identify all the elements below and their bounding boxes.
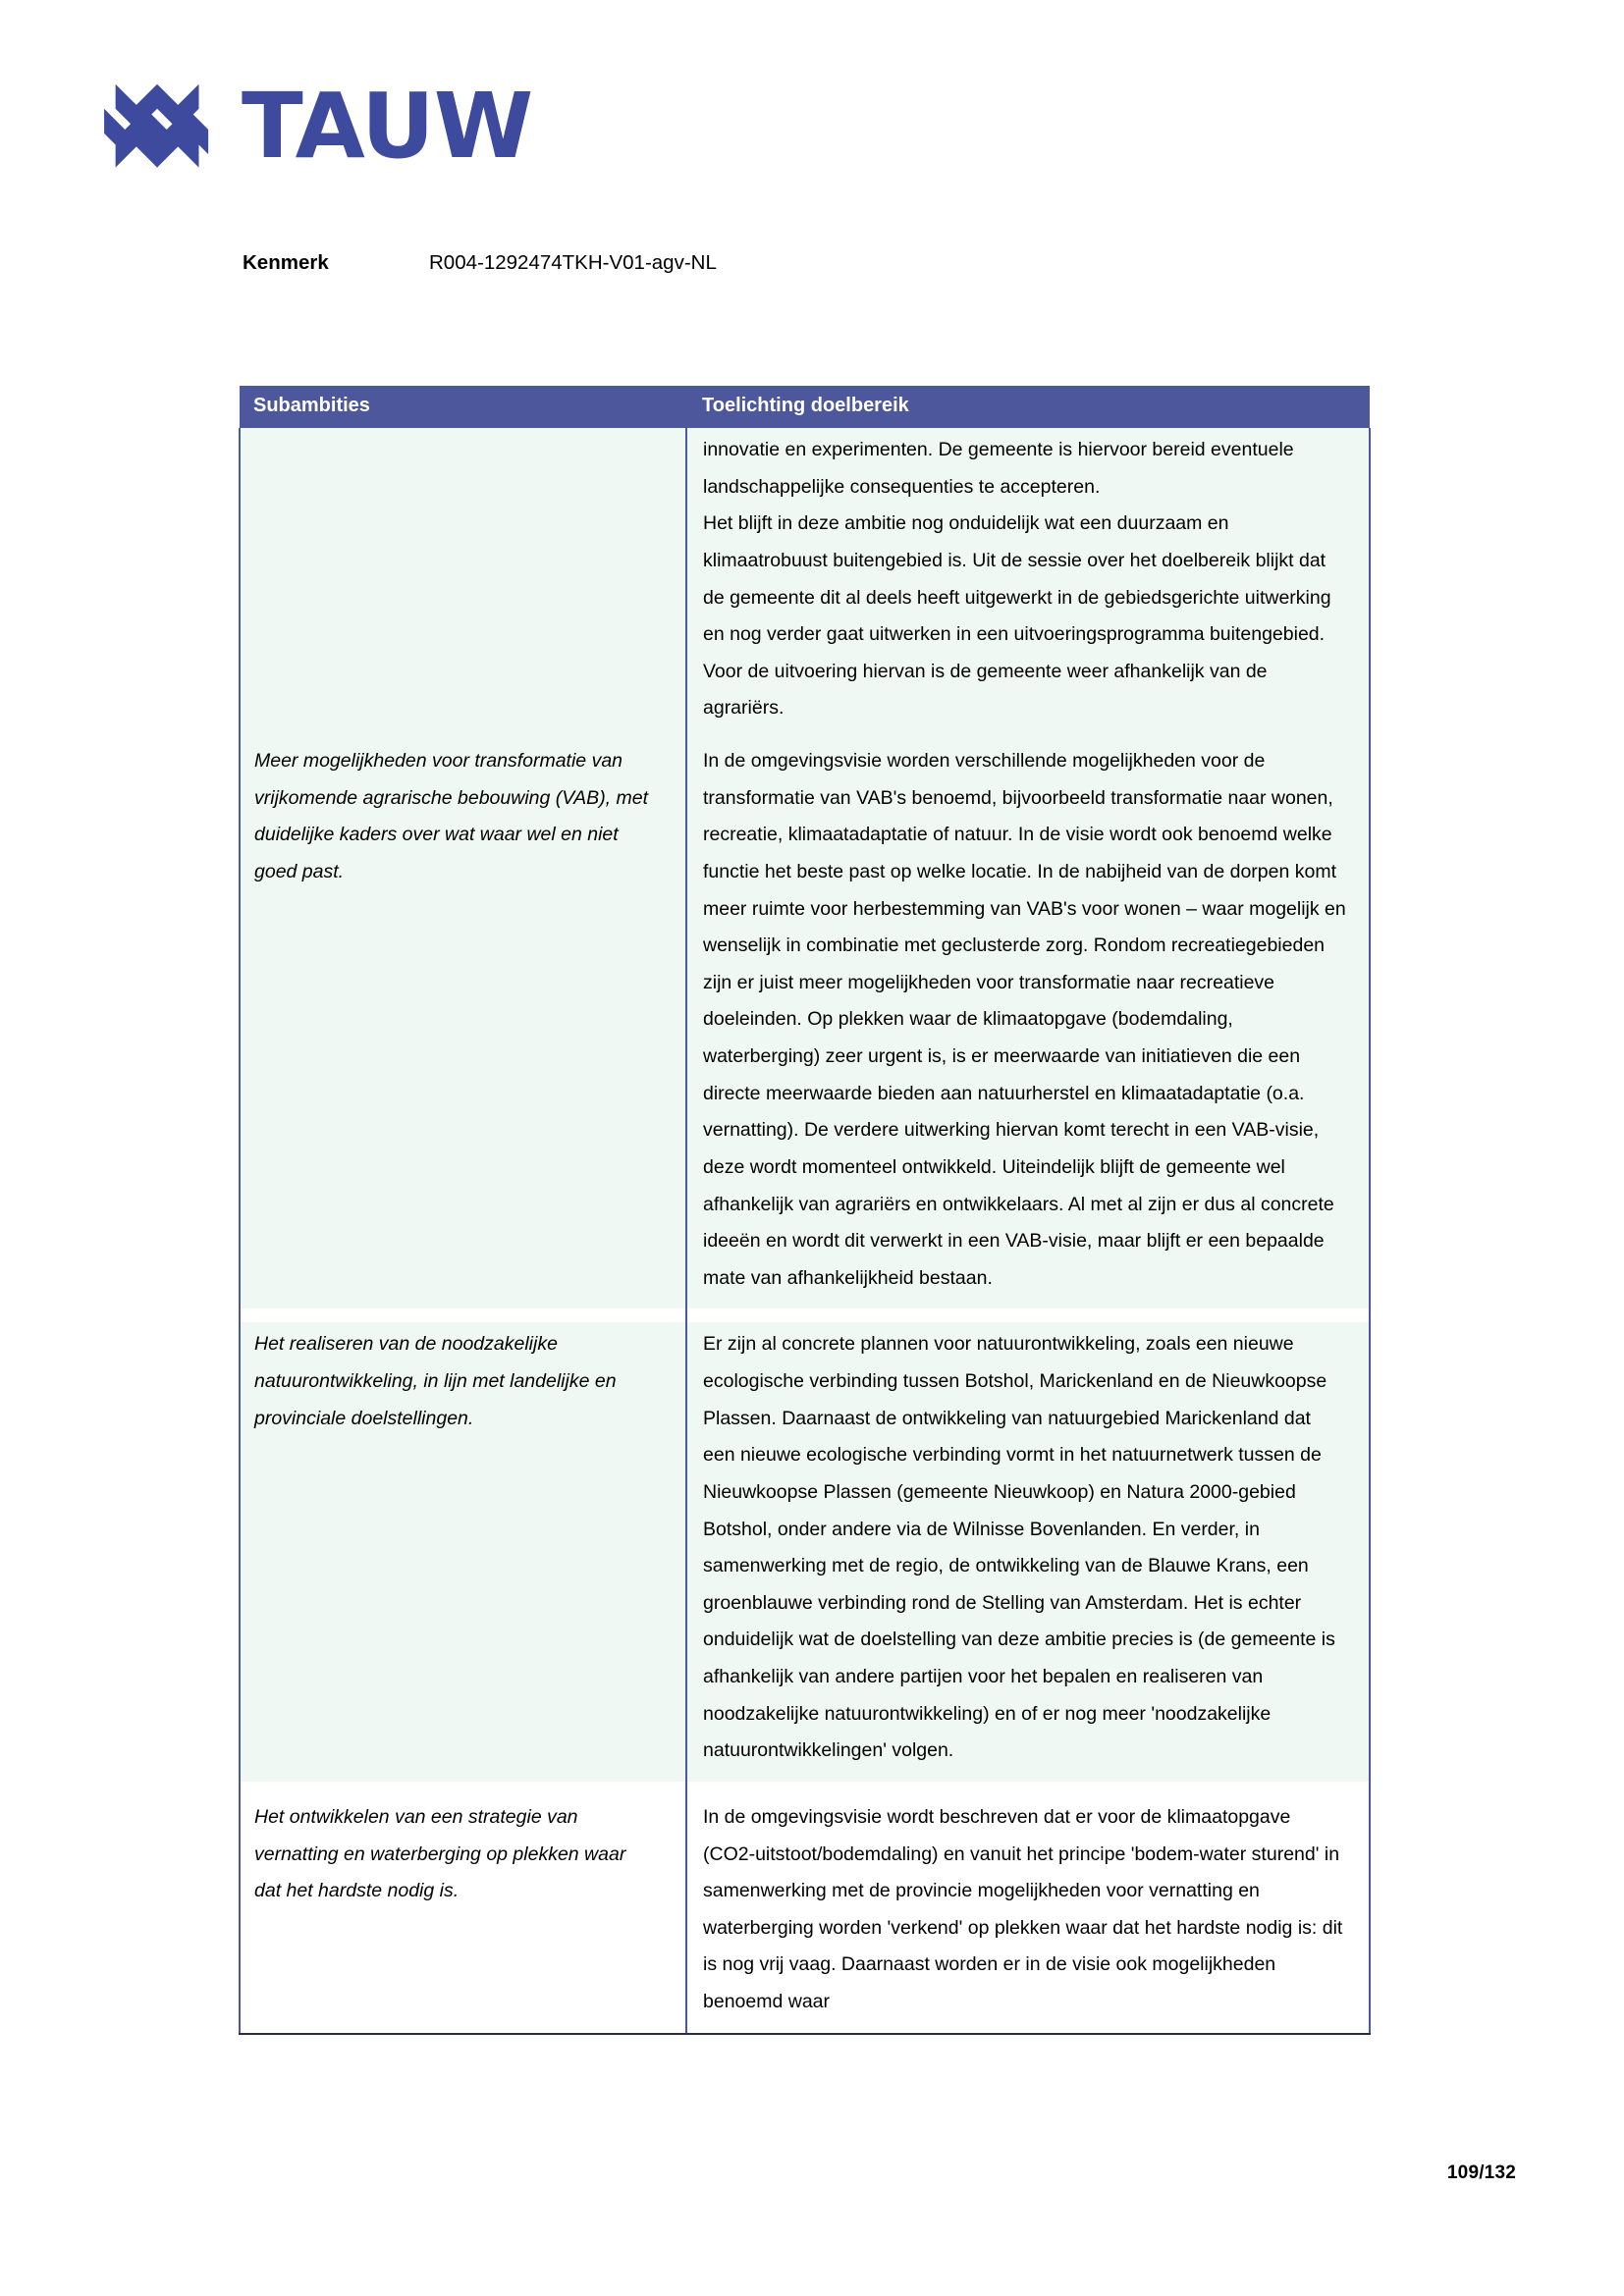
cell-toelichting <box>686 739 1370 1308</box>
row-separator-left <box>240 1782 686 1795</box>
paragraph: Er zijn al concrete plannen voor natuurontwikkeling, zoals een nieuwe ecologische verbinding tussen Botshol, Marickenland en de Nieuwkoopse Plassen. Daarnaast de ontwikkeling van natuurgebied Marickenland dat een nieuwe ecologische verbinding vormt in het natuurnetwerk tussen de Nieuwkoopse Plassen (gemeente Nieuwkoop) en Natura 2000-gebied Botshol, onder andere via de Wilnisse Bovenlanden. En verder, in samenwerking met de regio, de ontwikkeling van de Blauwe Krans, een groenblauwe verbinding rond de Stelling van Amsterdam. Het is echter onduidelijk wat de doelstelling van deze ambitie precies is (de gemeente is afhankelijk van andere partijen voor het bepalen en realiseren van noodzakelijke natuurontwikkeling) en of er nog meer 'noodzakelijke natuurontwikkelingen' volgen. <box>703 1333 1335 1762</box>
table-header-row <box>240 386 1370 428</box>
kenmerk-value: R004-1292474TKH-V01-agv-NL <box>429 251 717 274</box>
cell-subambitie <box>240 428 686 739</box>
cell-toelichting <box>686 1795 1370 2034</box>
row-separator <box>240 1782 1370 1795</box>
brand-logo <box>102 74 533 183</box>
paragraph: Het blijft in deze ambitie nog onduidelijk wat een duurzaam en klimaatrobuust buitengebied is. Uit de sessie over het doelbereik blijkt dat de gemeente dit al deels heeft uitgewerkt in de gebiedsgerichte uitwerking en nog verder gaat uitwerken in een uitvoeringsprogramma buitengebied. Voor de uitvoering hiervan is de gemeente weer afhankelijk van de agrariërs. <box>703 512 1331 720</box>
row-separator-right <box>686 1782 1370 1795</box>
table-row <box>240 1322 1370 1782</box>
row-separator-left <box>240 1308 686 1322</box>
kenmerk-label: Kenmerk <box>243 251 329 274</box>
subambities-table <box>239 386 1371 2035</box>
document-reference-line <box>243 250 717 277</box>
cell-toelichting <box>686 1322 1370 1782</box>
page-number: 109/132 <box>1446 2163 1516 2183</box>
tauw-chevron-logo-icon <box>102 77 216 183</box>
paragraph: innovatie en experimenten. De gemeente is hiervoor bereid eventuele landschappelijke consequenties te accepteren. <box>703 439 1294 498</box>
cell-subambitie: Het ontwikkelen van een strategie van vernatting en waterberging op plekken waar dat het hardste nodig is. <box>240 1795 686 2034</box>
table-row <box>240 428 1370 739</box>
row-separator <box>240 1308 1370 1322</box>
column-header-toelichting: Toelichting doelbereik <box>686 386 1370 428</box>
paragraph: In de omgevingsvisie wordt beschreven dat er voor de klimaatopgave (CO2-uitstoot/bodemdaling) en vanuit het principe 'bodem-water sturend' in samenwerking met de provincie mogelijkheden voor vernatting en waterberging worden 'verkend' op plekken waar dat het hardste nodig is: dit is nog vrij vaag. Daarnaast worden er in de visie ook mogelijkheden benoemd waar <box>703 1805 1343 2012</box>
brand-wordmark: TAUW <box>242 74 533 179</box>
paragraph: In de omgevingsvisie worden verschillende mogelijkheden voor de transformatie van VAB's benoemd, bijvoorbeeld transformatie naar wonen, recreatie, klimaatadaptatie of natuur. In de visie wordt ook benoemd welke functie het beste past op welke locatie. In de nabijheid van de dorpen komt meer ruimte voor herbestemming van VAB's voor wonen – waar mogelijk en wenselijk in combinatie met geclusterde zorg. Rondom recreatiegebieden zijn er juist meer mogelijkheden voor transformatie naar recreatieve doeleinden. Op plekken waar de klimaatopgave (bodemdaling, waterberging) zeer urgent is, is er meerwaarde van initiatieven die een directe meerwaarde bieden aan natuurherstel en klimaatadaptatie (o.a. vernatting). De verdere uitwerking hiervan komt terecht in een VAB-visie, deze wordt momenteel ontwikkeld. Uiteindelijk blijft de gemeente wel afhankelijk van agrariërs en ontwikkelaars. Al met al zijn er dus al concrete ideeën en wordt dit verwerkt in een VAB-visie, maar blijft er een bepaalde mate van afhankelijkheid bestaan. <box>703 750 1346 1289</box>
table-row <box>240 739 1370 1308</box>
column-header-subambities: Subambities <box>240 386 686 428</box>
cell-subambitie: Meer mogelijkheden voor transformatie van vrijkomende agrarische bebouwing (VAB), met duidelijke kaders over wat waar wel en niet goed past. <box>240 739 686 1308</box>
table-header <box>240 386 1370 428</box>
table-body <box>240 428 1370 2034</box>
cell-toelichting <box>686 428 1370 739</box>
table-row <box>240 1795 1370 2034</box>
cell-subambitie: Het realiseren van de noodzakelijke natuurontwikkeling, in lijn met landelijke en provinciale doelstellingen. <box>240 1322 686 1782</box>
row-separator-right <box>686 1308 1370 1322</box>
